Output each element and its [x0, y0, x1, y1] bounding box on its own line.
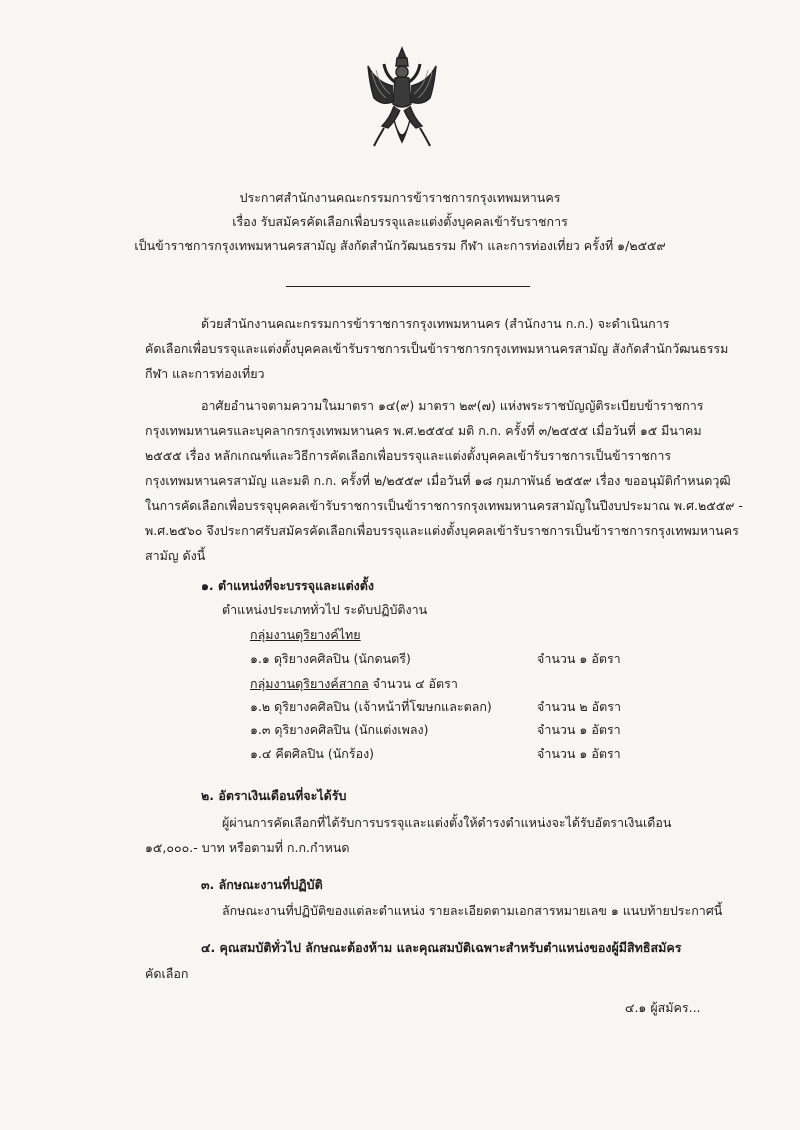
intro-p2-line2: กรุงเทพมหานครและบุคลากรกรุงเทพมหานคร พ.ศ.๒๕๕๔ มติ ก.ก. ครั้งที่ ๓/๒๕๕๕ เมื่อวันที่ ๑๕ มีนาคม: [145, 423, 702, 438]
intro-p2-line4: กรุงเทพมหานครสามัญ และมติ ก.ก. ครั้งที่ ๒/๒๕๕๙ เมื่อวันที่ ๑๘ กุมภาพันธ์ ๒๕๕๙ เรื่อง ขออนุมัติกำหนดวุฒิ: [145, 473, 731, 488]
continuation-marker: ๔.๑ ผู้สมัคร...: [625, 1000, 701, 1015]
section1-subheading: ตำแหน่งประเภททั่วไป ระดับปฏิบัติงาน: [222, 602, 428, 617]
position-3-amount: จำนวน ๑ อัตรา: [537, 722, 621, 737]
intro-p2-line6: พ.ศ.๒๕๖๐ จึงประกาศรับสมัครคัดเลือกเพื่อบรรจุและแต่งตั้งบุคคลเข้ารับราชการเป็นข้าราชการกรุงเทพมหานคร: [145, 523, 739, 538]
group-western-music-count: จำนวน ๔ อัตรา: [372, 676, 458, 691]
section3-line1: ลักษณะงานที่ปฏิบัติของแต่ละตำแหน่ง รายละเอียดตามเอกสารหมายเลข ๑ แนบท้ายประกาศนี้: [222, 903, 723, 918]
position-4-amount: จำนวน ๑ อัตรา: [537, 746, 621, 761]
position-2-name: ๑.๒ ดุริยางคศิลปิน (เจ้าหน้าที่โฆษกและตลก): [250, 699, 492, 714]
section1-heading: ๑. ตำแหน่งที่จะบรรจุและแต่งตั้ง: [201, 578, 375, 593]
intro-p2-line1: อาศัยอำนาจตามความในมาตรา ๑๔(๙) มาตรา ๒๙(๗) แห่งพระราชบัญญัติระเบียบข้าราชการ: [201, 398, 704, 413]
position-2-amount: จำนวน ๒ อัตรา: [537, 699, 621, 714]
position-1-name: ๑.๑ ดุริยางคศิลปิน (นักดนตรี): [250, 651, 411, 666]
announcement-title-line3: เป็นข้าราชการกรุงเทพมหานครสามัญ สังกัดสำนักวัฒนธรรม กีฬา และการท่องเที่ยว ครั้งที่ ๑/๒๕๕๙: [134, 238, 666, 253]
section3-heading: ๓. ลักษณะงานที่ปฏิบัติ: [201, 877, 323, 892]
intro-p1-line2: คัดเลือกเพื่อบรรจุและแต่งตั้งบุคคลเข้ารับราชการเป็นข้าราชการกรุงเทพมหานครสามัญ สังกัดสำนักวัฒนธรรม: [145, 341, 729, 356]
garuda-emblem-icon: [364, 46, 440, 154]
title-divider: [286, 286, 530, 287]
position-1-amount: จำนวน ๑ อัตรา: [537, 651, 621, 666]
group-thai-music: กลุ่มงานดุริยางค์ไทย: [250, 627, 361, 642]
announcement-title-line2: เรื่อง รับสมัครคัดเลือกเพื่อบรรจุและแต่งตั้งบุคคลเข้ารับราชการ: [232, 214, 568, 229]
position-4-name: ๑.๔ คีตศิลปิน (นักร้อง): [250, 746, 375, 761]
intro-p2-line7: สามัญ ดังนี้: [145, 548, 206, 563]
intro-p2-line3: ๒๕๕๕ เรื่อง หลักเกณฑ์และวิธีการคัดเลือกเพื่อบรรจุและแต่งตั้งบุคคลเข้ารับราชการเป็นข้าราชการ: [145, 448, 672, 463]
position-3-name: ๑.๓ ดุริยางคศิลปิน (นักแต่งเพลง): [250, 722, 429, 737]
group-western-music-row: [250, 676, 458, 692]
group-western-music: กลุ่มงานดุริยางค์สากล: [250, 676, 369, 691]
section2-line2: ๑๕,๐๐๐.- บาท หรือตามที่ ก.ก.กำหนด: [145, 840, 350, 855]
intro-p2-line5: ในการคัดเลือกเพื่อบรรจุบุคคลเข้ารับราชการเป็นข้าราชการกรุงเทพมหานครสามัญในปีงบประมาณ พ.ศ.๒๕๕๙ -: [145, 498, 743, 513]
section4-heading: ๔. คุณสมบัติทั่วไป ลักษณะต้องห้าม และคุณสมบัติเฉพาะสำหรับตำแหน่งของผู้มีสิทธิสมัคร: [201, 940, 682, 955]
section2-heading: ๒. อัตราเงินเดือนที่จะได้รับ: [201, 788, 347, 803]
section2-line1: ผู้ผ่านการคัดเลือกที่ได้รับการบรรจุและแต่งตั้งให้ดำรงตำแหน่งจะได้รับอัตราเงินเดือน: [222, 815, 672, 830]
intro-p1-line3: กีฬา และการท่องเที่ยว: [145, 366, 265, 381]
intro-p1-line1: ด้วยสำนักงานคณะกรรมการข้าราชการกรุงเทพมหานคร (สำนักงาน ก.ก.) จะดำเนินการ: [201, 316, 670, 331]
announcement-title-line1: ประกาศสำนักงานคณะกรรมการข้าราชการกรุงเทพมหานคร: [239, 190, 561, 205]
section4-line2: คัดเลือก: [145, 966, 189, 981]
